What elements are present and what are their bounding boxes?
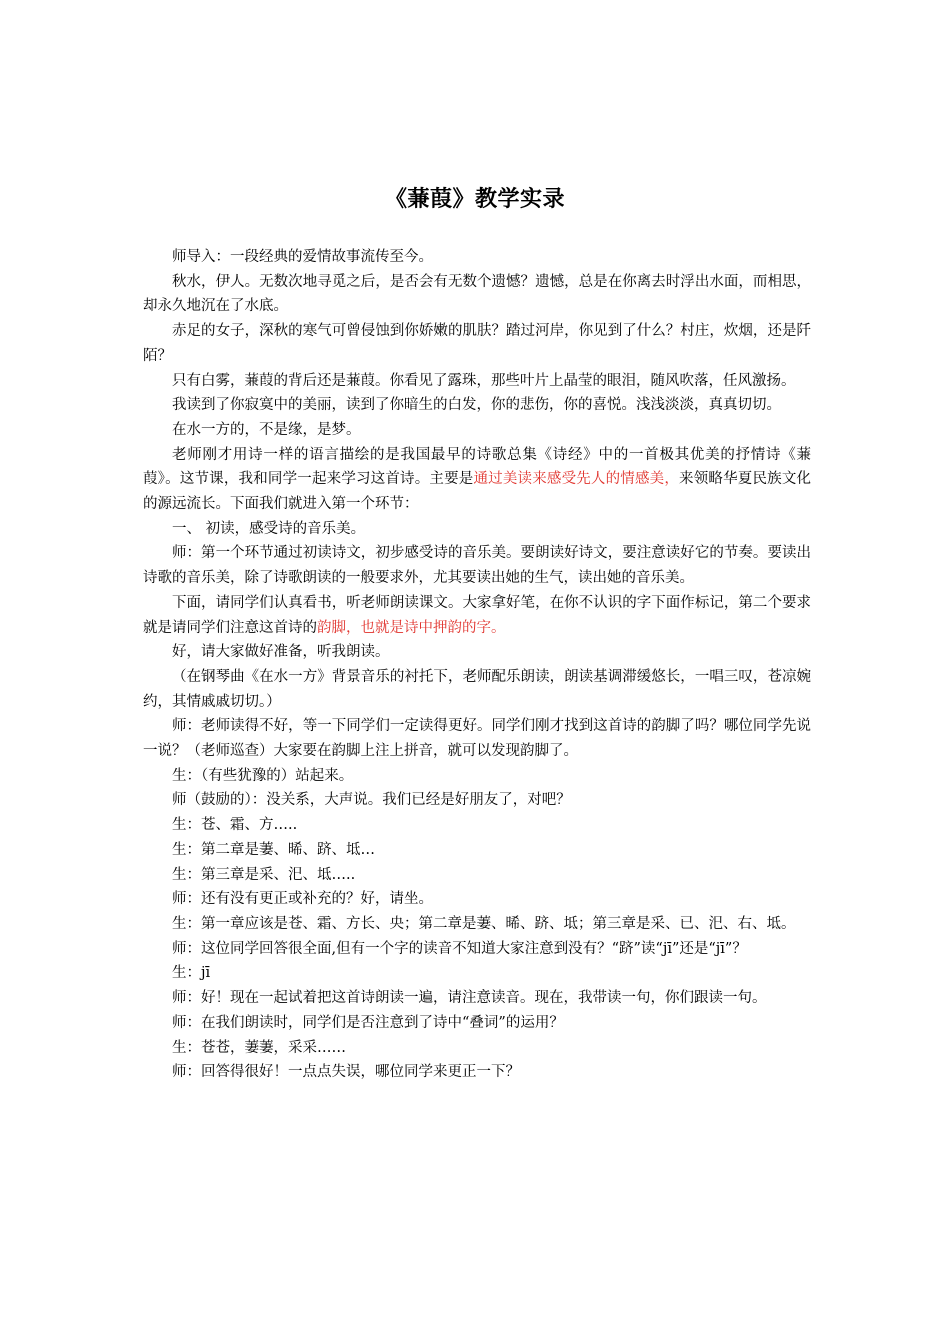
highlighted-text: 韵脚，也就是诗中押韵的字。 [317,619,506,636]
paragraph-text: 老师刚才用诗一样的语言描绘的是我国最早的诗歌总集《诗经》中的一首极其优美的抒情诗《蒹葭》。这节课，我和同学一起来学习这首诗。主要是 [143,446,811,488]
paragraph-text: 下面，请同学们认真看书，听老师朗读课文。大家拿好笔，在你不认识的字下面作标记，第二个要求就是请同学们注意这首诗的 [143,594,811,636]
paragraph [143,591,811,640]
paragraph: 我读到了你寂寞中的美丽，读到了你暗生的白发，你的悲伤，你的喜悦。浅浅淡淡，真真切切。 [172,397,781,414]
paragraph: 师：还有没有更正或补充的？好，请坐。 [172,891,433,908]
paragraph: 生：（有些犹豫的）站起来。 [172,767,354,784]
paragraph-text: 来领略华夏民族文化的源远流长。下面我们就进入第一个环节： [143,471,812,513]
paragraph: 生：第三章是采、汜、坻….. [172,866,356,883]
paragraph: 赤足的女子，深秋的寒气可曾侵蚀到你娇嫩的肌肤？踏过河岸，你见到了什么？村庄，炊烟，还是阡陌？ [143,323,811,364]
paragraph: 秋水，伊人。无数次地寻觅之后，是否会有无数个遗憾？遗憾，总是在你离去时浮出水面，而相思，却永久地沉在了水底。 [143,273,811,315]
paragraph: 师（鼓励的）：没关系，大声说。我们已经是好朋友了，对吧？ [172,792,571,809]
paragraph: 只有白雾，蒹葭的背后还是蒹葭。你看见了露珠，那些叶片上晶莹的眼泪，随风吹落，任风激扬。 [172,372,796,389]
document-title: 《蒹葭》教学实录 [384,186,565,212]
paragraph: 师：好！现在一起试着把这首诗朗读一遍，请注意读音。现在，我带读一句，你们跟读一句。 [172,990,767,1007]
paragraph: 生：第二章是萋、晞、跻、坻… [172,841,375,858]
highlighted-text: 通过美读来感受先人的情感美， [473,471,680,488]
paragraph: （在钢琴曲《在水一方》背景音乐的衬托下，老师配乐朗读，朗读基调滞缓悠长，一唱三叹，苍凉婉约，其情戚戚切切。） [143,668,811,710]
paragraph: 师：老师读得不好，等一下同学们一定读得更好。同学们刚才找到这首诗的韵脚了吗？哪位同学先说一说？（老师巡查）大家要在韵脚上注上拼音，就可以发现韵脚了。 [143,718,811,760]
section-heading: 一、 初读，感受诗的音乐美。 [172,520,366,537]
paragraph: 在水一方的，不是缘，是梦。 [172,421,361,438]
paragraph: 好，请大家做好准备，听我朗读。 [172,644,390,661]
paragraph: 师：在我们朗读时，同学们是否注意到了诗中“叠词”的运用？ [172,1014,564,1031]
paragraph: 生：苍苍，萋萋，采采…… [172,1039,346,1056]
document-body [143,245,811,1085]
paragraph: 生：第一章应该是苍、霜、方长、央；第二章是萋、晞、跻、坻；第三章是采、已、汜、右、坻。 [172,915,796,932]
paragraph: 生：苍、霜、方….. [172,817,298,834]
paragraph: 生：jī [172,965,211,982]
paragraph: 师：第一个环节通过初读诗文，初步感受诗的音乐美。要朗读好诗文，要注意读好它的节奏。要读出诗歌的音乐美，除了诗歌朗读的一般要求外，尤其要读出她的生气，读出她的音乐美。 [143,545,811,587]
paragraph: 师导入：一段经典的爱情故事流传至今。 [172,249,433,265]
paragraph [143,443,811,517]
paragraph: 师：回答得很好！一点点失误，哪位同学来更正一下？ [172,1064,520,1081]
paragraph: 师：这位同学回答很全面,但有一个字的读音不知道大家注意到没有？“跻”读“jī”还是“jī”？ [172,940,747,957]
